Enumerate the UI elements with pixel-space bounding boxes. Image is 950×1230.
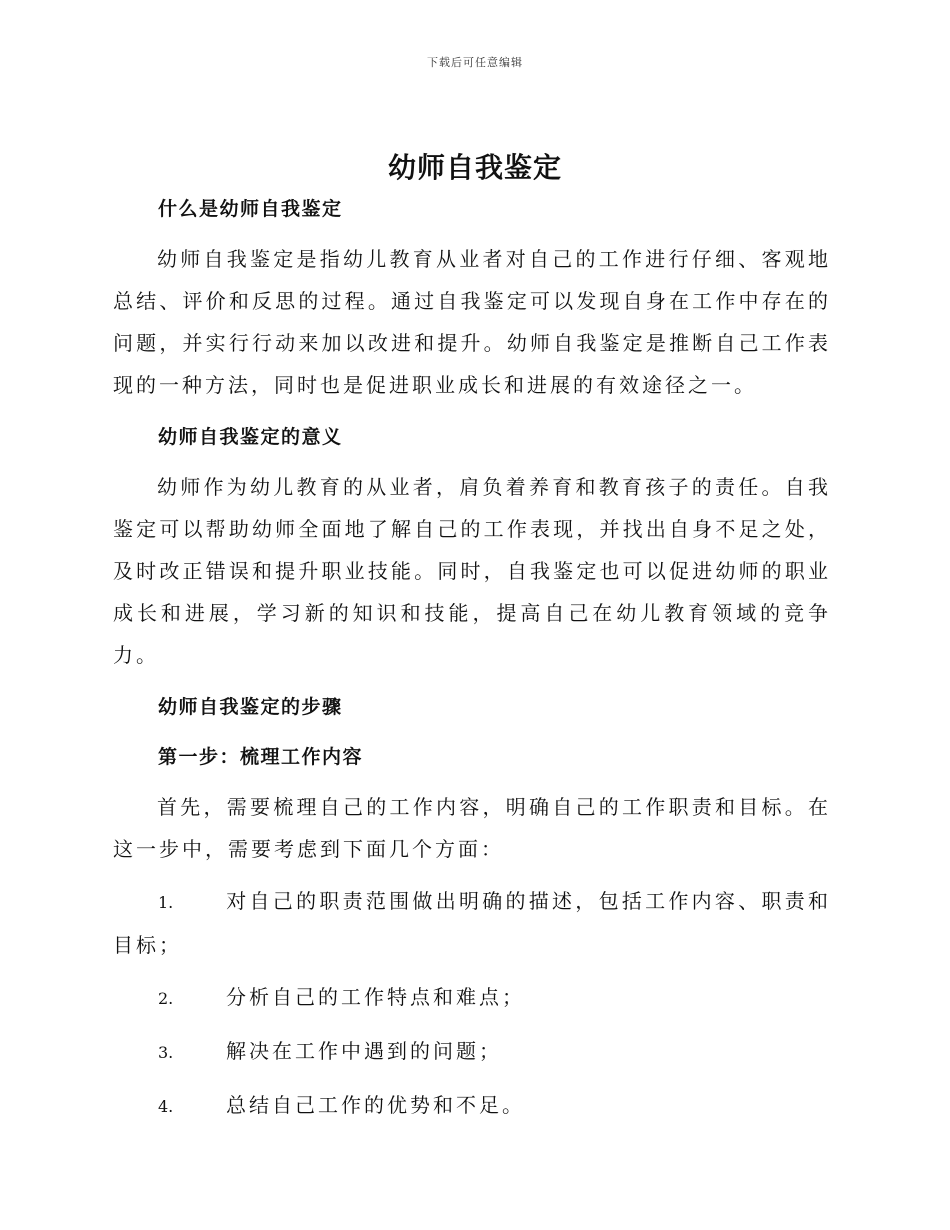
document-body	[113, 188, 831, 1128]
section-heading-meaning: 幼师自我鉴定的意义	[158, 426, 343, 448]
list-item-text: 对自己的职责范围做出明确的描述，包括工作内容、职责和目标；	[113, 889, 831, 957]
list-item	[113, 976, 831, 1020]
list-item-text: 解决在工作中遇到的问题；	[226, 1039, 502, 1063]
list-item-text: 分析自己的工作特点和难点；	[226, 985, 525, 1009]
step1-paragraph: 首先，需要梳理自己的工作内容，明确自己的工作职责和目标。在这一步中，需要考虑到下面几个方面：	[113, 795, 831, 861]
section-paragraph-what: 幼师自我鉴定是指幼儿教育从业者对自己的工作进行仔细、客观地总结、评价和反思的过程。通过自我鉴定可以发现自身在工作中存在的问题，并实行行动来加以改进和提升。幼师自我鉴定是推断自己工作表现的一种方法，同时也是促进职业成长和进展的有效途径之一。	[113, 247, 831, 397]
page-header-note: 下载后可任意编辑	[427, 56, 523, 69]
list-item	[113, 1084, 831, 1128]
list-item	[113, 880, 831, 966]
list-item-number: 1.	[158, 893, 174, 912]
list-item-number: 2.	[158, 989, 174, 1008]
section-heading-steps: 幼师自我鉴定的步骤	[158, 696, 343, 718]
list-item-text: 总结自己工作的优势和不足。	[226, 1093, 525, 1117]
section-paragraph-meaning: 幼师作为幼儿教育的从业者，肩负着养育和教育孩子的责任。自我鉴定可以帮助幼师全面地了解自己的工作表现，并找出自身不足之处，及时改正错误和提升职业技能。同时，自我鉴定也可以促进幼师的职业成长和进展，学习新的知识和技能，提高自己在幼儿教育领域的竞争力。	[113, 475, 831, 667]
step1-heading: 第一步：梳理工作内容	[158, 746, 364, 768]
list-item-number: 4.	[158, 1097, 174, 1116]
list-item	[113, 1030, 831, 1074]
section-heading-what: 什么是幼师自我鉴定	[158, 198, 343, 220]
document-title: 幼师自我鉴定	[387, 151, 562, 184]
list-item-number: 3.	[158, 1043, 174, 1062]
